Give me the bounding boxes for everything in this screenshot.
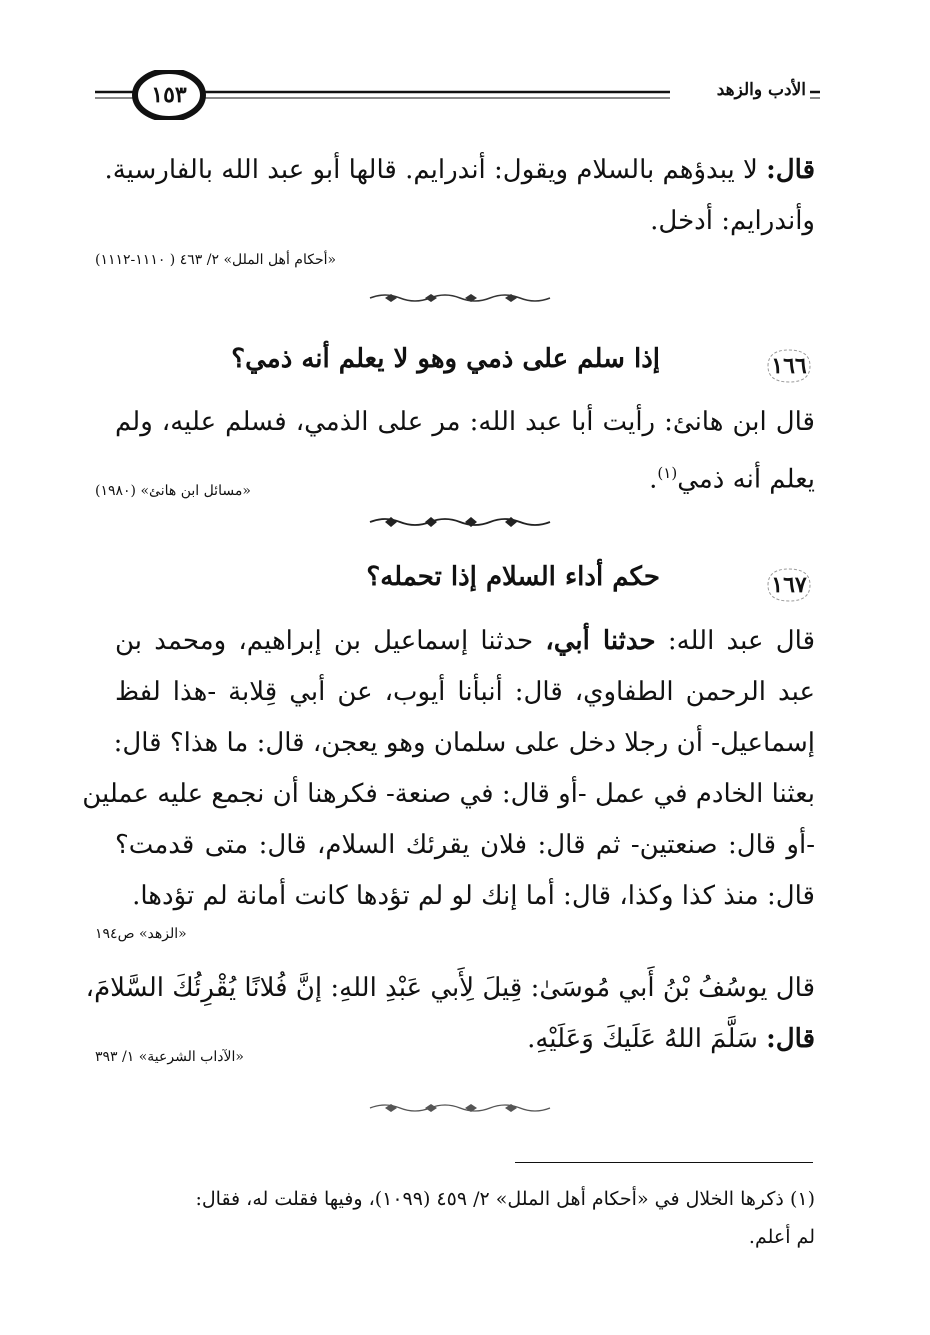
body-line: قال: منذ كذا وكذا، قال: أما إنك لو لم تؤدها كانت أمانة لم تؤدها. [132, 881, 815, 911]
body-line: -أو قال: صنعتين- ثم قال: فلان يقرئك السلام، قال: متى قدمت؟ [115, 830, 815, 860]
footnote-line: (١) ذكرها الخلال في «أحكام أهل الملل» ٢/ ٤٥٩ (١٠٩٩)، وفيها فقلت له، فقال: [195, 1188, 815, 1210]
footnote-separator [515, 1162, 813, 1163]
source-citation: «مسائل ابن هانئ» (١٩٨٠) [95, 483, 251, 499]
source-citation: «الزهد» ص١٩٤ [95, 926, 187, 942]
source-citation: «أحكام أهل الملل» ٢/ ٤٦٣ ( ١١١٠-١١١٢) [95, 252, 337, 268]
footnote-marker: (١) [789, 1188, 815, 1210]
entry-number: ١٦٦ [771, 353, 807, 379]
entry-number-badge [762, 346, 816, 386]
footnote-line: لم أعلم. [748, 1226, 815, 1248]
footnote-ref[interactable]: (١) [657, 464, 678, 482]
header-rule [95, 70, 820, 120]
entry-heading: إذا سلم على ذمي وهو لا يعلم أنه ذمي؟ [231, 344, 660, 374]
page-header [95, 70, 820, 120]
body-line: قال يوسُفُ بْنُ أَبي مُوسَىٰ: قِيلَ لِأَبي عَبْدِ اللهِ: إنَّ فُلانًا يُقْرِئُكَ السَّلامَ، [85, 973, 815, 1003]
body-line: إسماعيل- أن رجلا دخل على سلمان وهو يعجن، قال: ما هذا؟ قال: [113, 728, 815, 758]
ornament-divider [365, 1100, 555, 1116]
footnote [115, 1180, 815, 1256]
body-line: قال: لا يبدؤهم بالسلام ويقول: أندرايم. قالها أبو عبد الله بالفارسية. [104, 155, 815, 185]
page-number: ١٥٣ [151, 82, 187, 108]
entry-number: ١٦٧ [771, 572, 807, 598]
body-line: يعلم أنه ذمي$^{(١)}$. [649, 464, 815, 495]
body-line: بعثنا الخادم في عمل -أو قال: في صنعة- فكرهنا أن نجمع عليه عملين [82, 779, 815, 809]
entry-heading: حكم أداء السلام إذا تحمله؟ [366, 562, 660, 592]
source-citation: «الآداب الشرعية» ١/ ٣٩٣ [95, 1049, 244, 1065]
body-line: قال ابن هانئ: رأيت أبا عبد الله: مر على الذمي، فسلم عليه، ولم [115, 407, 815, 437]
body-line: قال: سَلَّمَ اللهُ عَلَيكَ وَعَلَيْهِ. [527, 1024, 815, 1054]
ornament-divider [365, 290, 555, 306]
ornament-divider [365, 514, 555, 530]
body-line: قال عبد الله: حدثنا أبي، حدثنا إسماعيل بن إبراهيم، ومحمد بن [115, 626, 815, 656]
entry-number-badge [762, 565, 816, 605]
body-line: عبد الرحمن الطفاوي، قال: أنبأنا أيوب، عن أبي قِلابة -هذا لفظ [115, 677, 815, 707]
body-line: وأندرايم: أدخل. [650, 206, 815, 236]
chapter-title: الأدب والزهد [713, 80, 810, 100]
